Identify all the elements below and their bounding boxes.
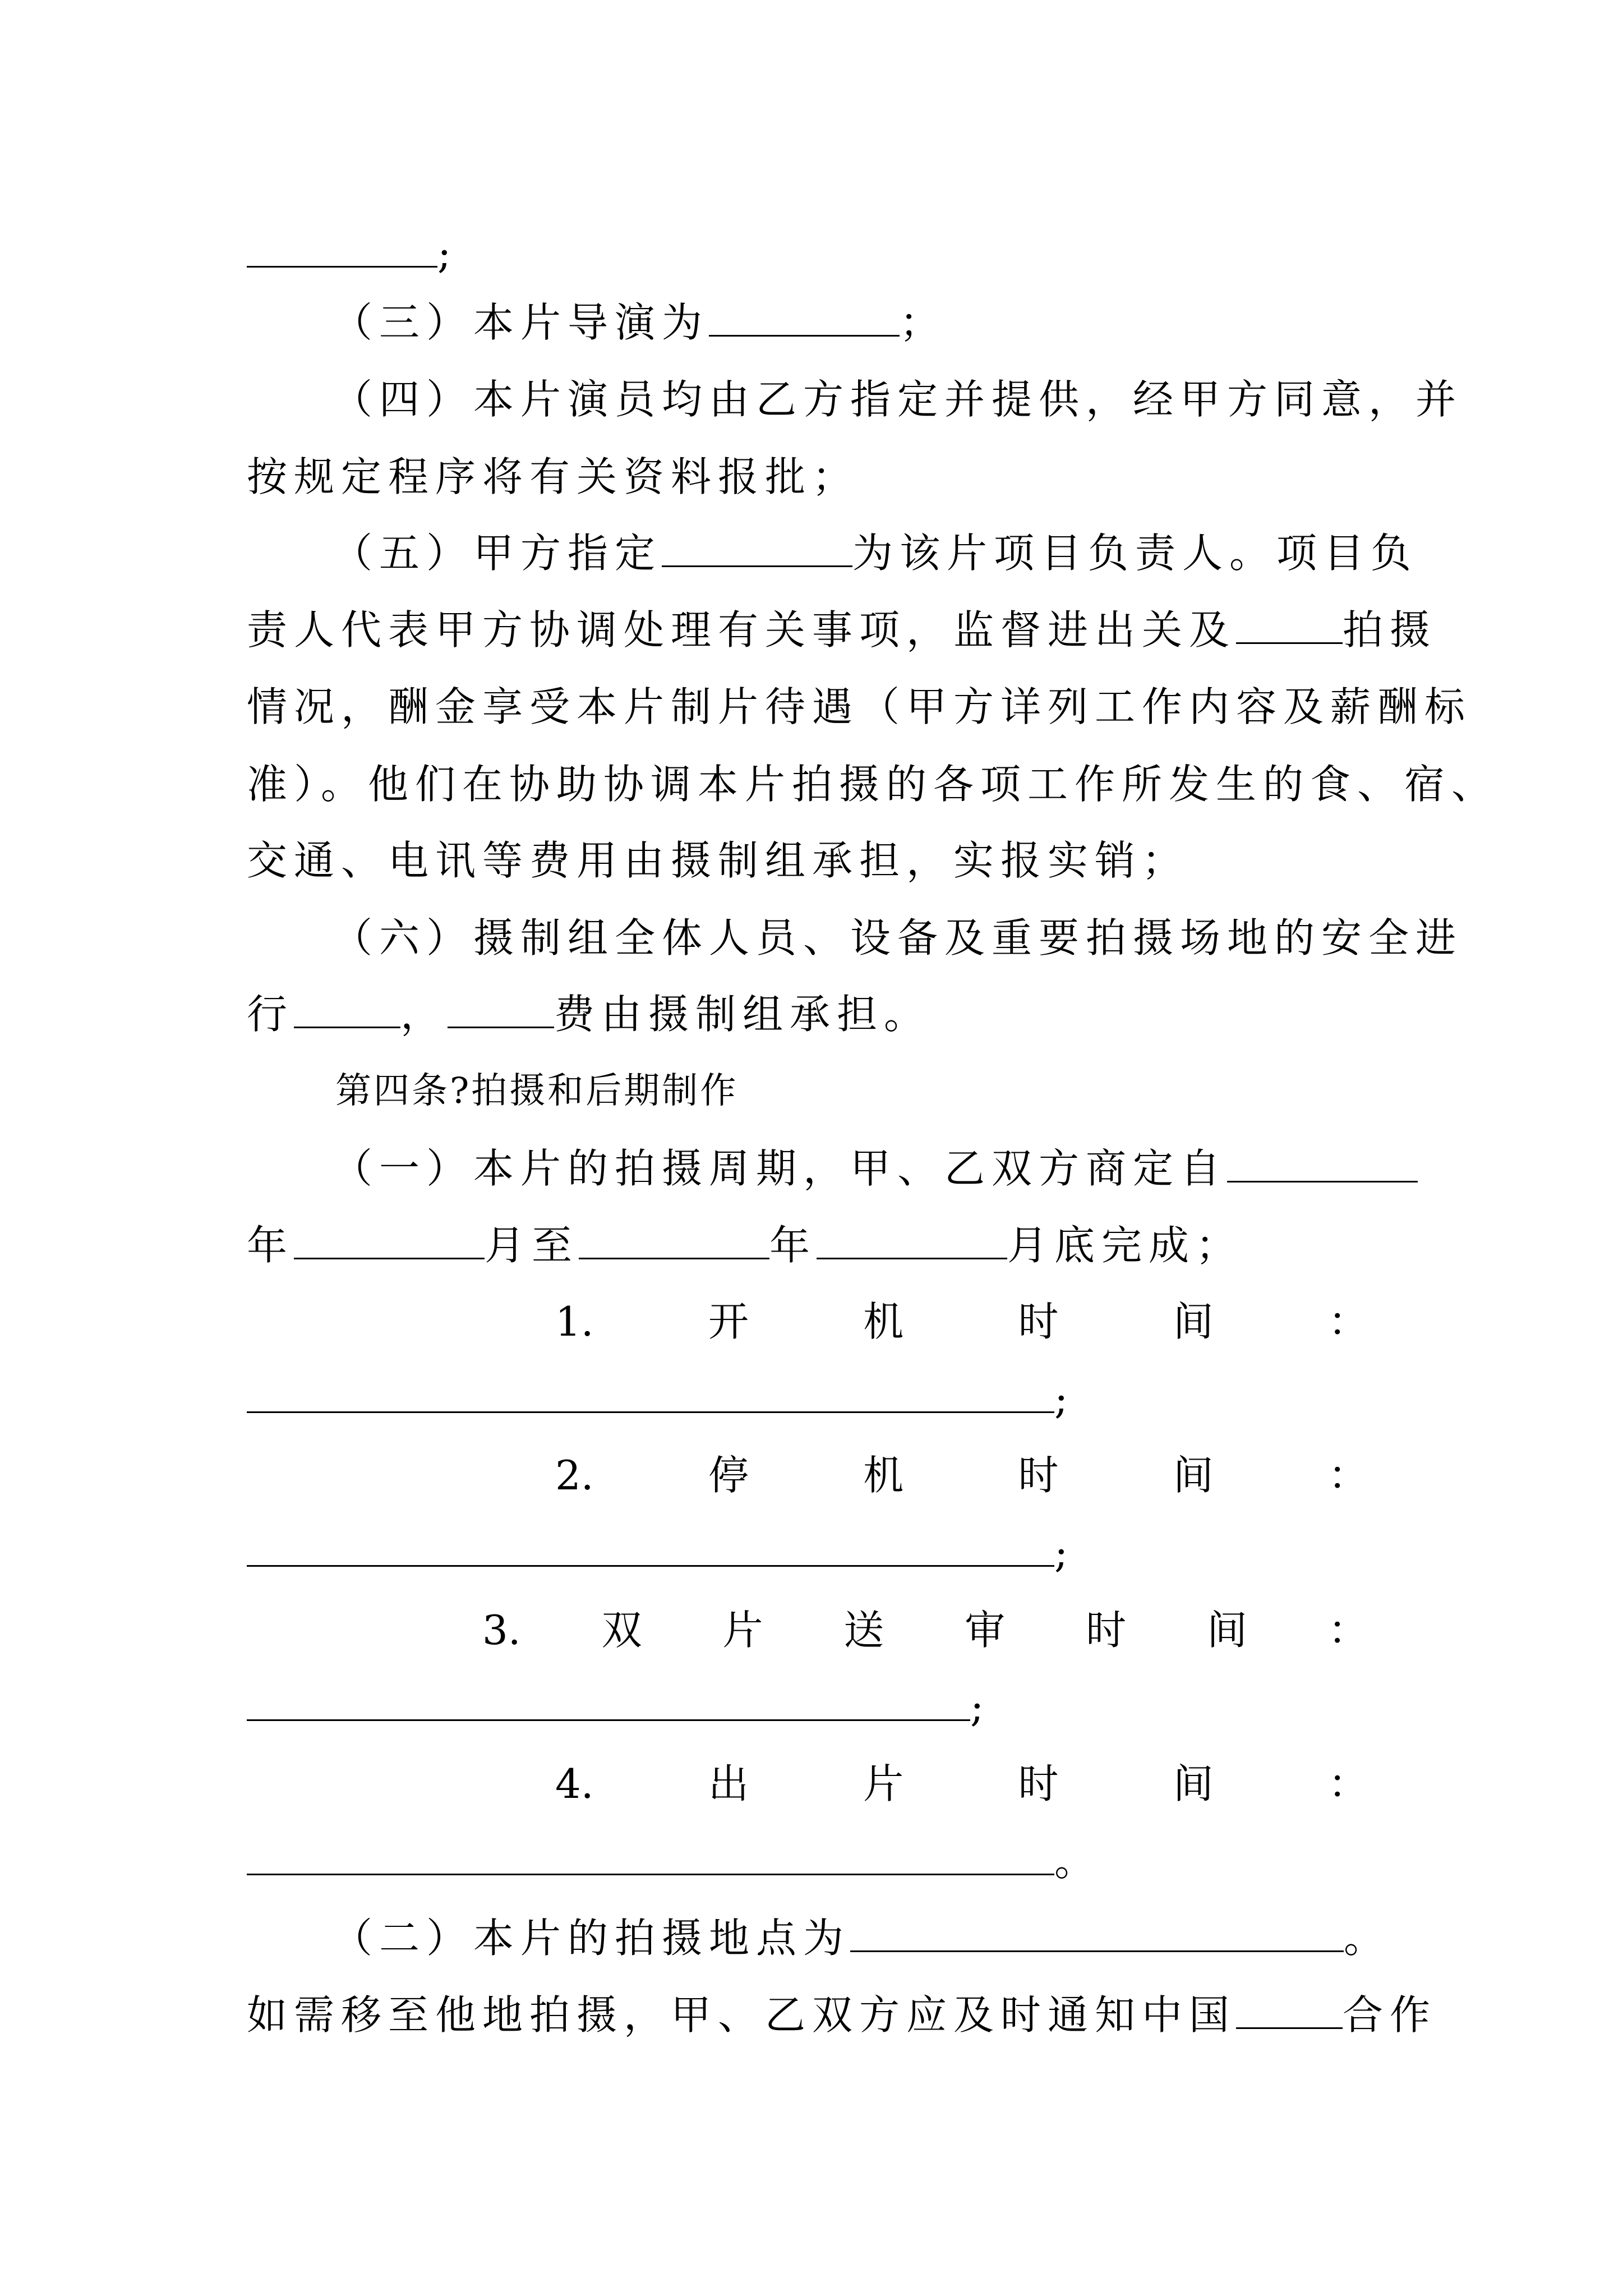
text: 年 bbox=[247, 1222, 294, 1269]
text: 如需移至他地拍摄，甲、乙双方应及时通知中国 bbox=[247, 1991, 1237, 2039]
text: ; bbox=[1054, 1375, 1075, 1423]
text: 行 bbox=[247, 991, 294, 1038]
text: ； bbox=[900, 299, 947, 346]
paragraph-director bbox=[247, 295, 1476, 351]
blank-field bbox=[247, 226, 437, 268]
text-line bbox=[247, 1987, 1437, 2043]
text: ; bbox=[437, 230, 458, 277]
schedule-item-review bbox=[482, 1602, 1368, 1658]
text: ： bbox=[1327, 1760, 1368, 1807]
text: （一）本片的拍摄周期，甲、乙双方商定自 bbox=[332, 1145, 1228, 1192]
article-heading bbox=[247, 1063, 1479, 1119]
text: 时 bbox=[1018, 1298, 1059, 1345]
blank-field bbox=[1236, 1987, 1343, 2029]
text: 出 bbox=[708, 1760, 749, 1807]
text: 情况，酬金享受本片制片待遇（甲方详列工作内容及薪酬标 bbox=[247, 683, 1472, 730]
text-line bbox=[247, 986, 1391, 1042]
text: 送 bbox=[843, 1607, 884, 1654]
blank-field bbox=[1227, 1140, 1418, 1182]
text-line bbox=[247, 832, 1391, 889]
text-line bbox=[247, 1217, 1391, 1273]
text: ： bbox=[1327, 1452, 1368, 1499]
text: ， bbox=[400, 991, 448, 1038]
blank-field bbox=[817, 1217, 1007, 1259]
blank-field bbox=[294, 1217, 485, 1259]
text: 2. bbox=[555, 1452, 594, 1499]
text: 按规定程序将有关资料报批； bbox=[247, 453, 860, 500]
text: 时 bbox=[1018, 1452, 1059, 1499]
text: ; bbox=[1054, 1529, 1075, 1576]
text: 第四条?拍摄和后期制作 bbox=[335, 1070, 739, 1112]
text: 审 bbox=[965, 1607, 1006, 1654]
text: 间 bbox=[1207, 1607, 1248, 1654]
text: 1. bbox=[555, 1298, 594, 1345]
schedule-item-release bbox=[555, 1756, 1368, 1812]
text-line bbox=[247, 226, 1391, 282]
blank-field bbox=[247, 1371, 1054, 1413]
text: ; bbox=[970, 1683, 991, 1731]
schedule-item-stop bbox=[555, 1447, 1368, 1503]
text: 停 bbox=[708, 1452, 749, 1499]
text: （二）本片的拍摄地点为 bbox=[332, 1915, 851, 1962]
paragraph-schedule bbox=[247, 1140, 1476, 1197]
text: 时 bbox=[1018, 1760, 1059, 1807]
text: 间 bbox=[1173, 1298, 1214, 1345]
text: 4. bbox=[555, 1760, 594, 1807]
blank-field bbox=[850, 1910, 1344, 1952]
text: 为该片项目负责人。项目负 bbox=[852, 530, 1418, 577]
text: 开 bbox=[708, 1298, 749, 1345]
text: 费由摄制组承担。 bbox=[554, 991, 932, 1038]
text: 准）。他们在协助协调本片拍摄的各项工作所发生的食、宿、 bbox=[247, 761, 1499, 808]
text-line bbox=[247, 756, 1499, 812]
text-line bbox=[247, 1525, 1391, 1581]
text: 片 bbox=[722, 1607, 763, 1654]
blank-field bbox=[448, 986, 554, 1028]
text: 机 bbox=[863, 1452, 904, 1499]
text: ： bbox=[1327, 1298, 1368, 1345]
schedule-item-start bbox=[555, 1294, 1368, 1350]
blank-field bbox=[662, 525, 852, 567]
text-line bbox=[247, 1679, 1391, 1735]
blank-field bbox=[579, 1217, 769, 1259]
text-line bbox=[247, 449, 1391, 505]
text-line bbox=[247, 1833, 1391, 1889]
blank-field bbox=[247, 1833, 1054, 1875]
text: （三）本片导演为 bbox=[332, 299, 709, 346]
paragraph-project-lead bbox=[247, 525, 1476, 581]
text: 机 bbox=[863, 1298, 904, 1345]
blank-field bbox=[247, 1679, 970, 1721]
text-line bbox=[247, 1371, 1391, 1427]
text-line bbox=[247, 602, 1437, 658]
text: ： bbox=[1327, 1607, 1368, 1654]
paragraph-safety bbox=[247, 910, 1476, 966]
blank-field bbox=[1236, 602, 1343, 644]
text: 3. bbox=[482, 1607, 521, 1654]
text: 合作 bbox=[1343, 1991, 1437, 2039]
blank-field bbox=[247, 1525, 1054, 1567]
paragraph-location bbox=[247, 1910, 1476, 1966]
text: 拍摄 bbox=[1343, 606, 1437, 654]
text: 片 bbox=[863, 1760, 904, 1807]
text: （五）甲方指定 bbox=[332, 530, 662, 577]
text: （四）本片演员均由乙方指定并提供，经甲方同意，并 bbox=[332, 376, 1463, 423]
blank-field bbox=[709, 295, 900, 337]
text: （六）摄制组全体人员、设备及重要拍摄场地的安全进 bbox=[332, 914, 1463, 961]
text: 间 bbox=[1173, 1452, 1214, 1499]
paragraph-actors bbox=[247, 371, 1476, 427]
text: 。 bbox=[1344, 1915, 1391, 1962]
text: 交通、电讯等费用由摄制组承担，实报实销； bbox=[247, 837, 1189, 884]
text: 月至 bbox=[485, 1222, 579, 1269]
text: 时 bbox=[1086, 1607, 1127, 1654]
blank-field bbox=[294, 986, 400, 1028]
text: 双 bbox=[601, 1607, 642, 1654]
text: 。 bbox=[1054, 1838, 1102, 1885]
text: 月底完成； bbox=[1007, 1222, 1243, 1269]
text: 责人代表甲方协调处理有关事项，监督进出关及 bbox=[247, 606, 1237, 654]
text: 年 bbox=[769, 1222, 817, 1269]
text: 间 bbox=[1173, 1760, 1214, 1807]
text-line bbox=[247, 679, 1472, 735]
